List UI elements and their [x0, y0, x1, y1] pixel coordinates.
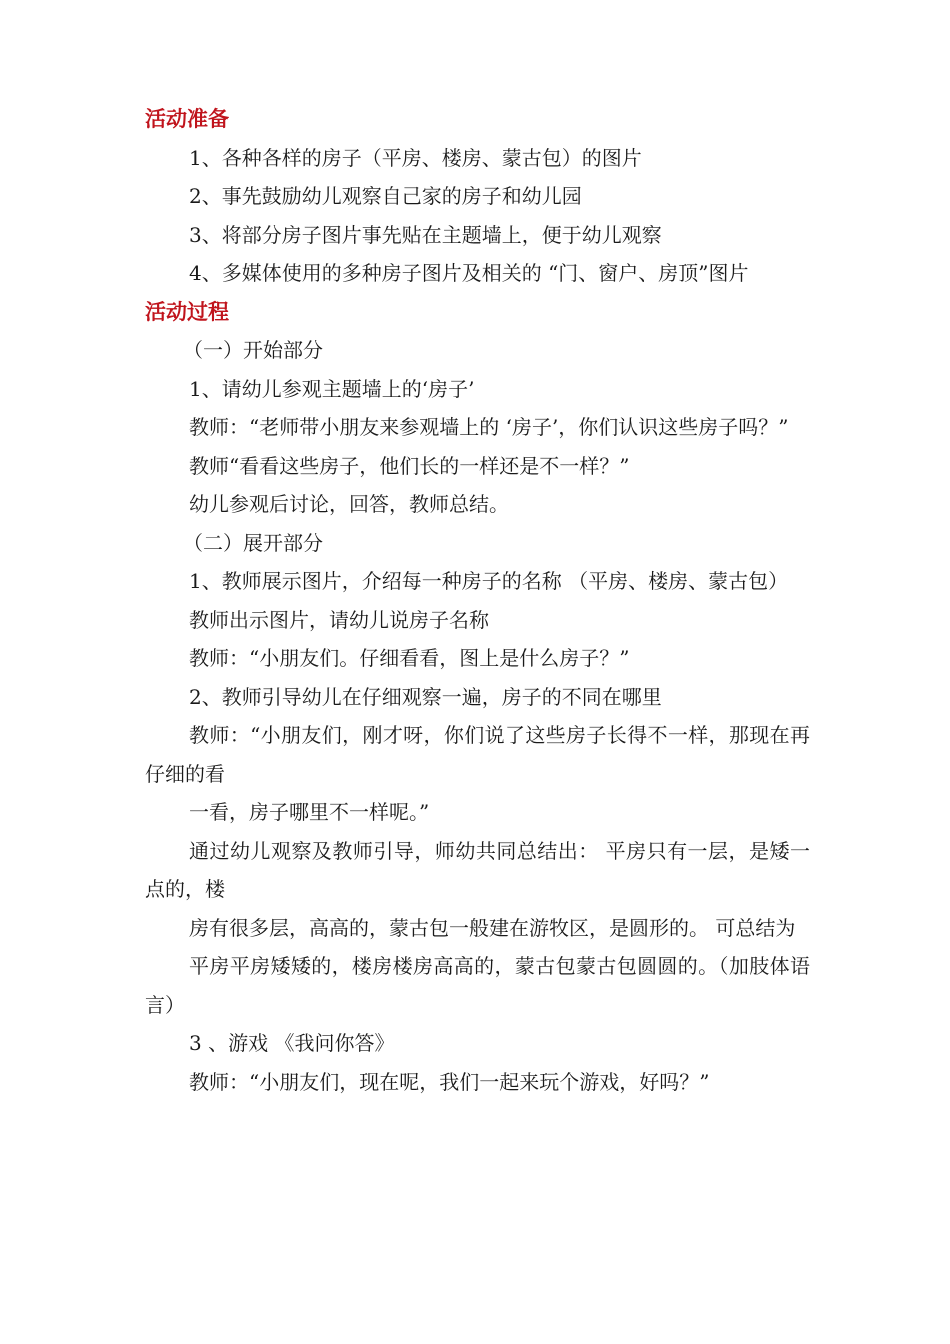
- prep-item-2: 2、事先鼓励幼儿观察自己家的房子和幼儿园: [189, 184, 582, 208]
- process-paragraph: 1、教师展示图片，介绍每一种房子的名称 （平房、楼房、蒙古包）: [189, 569, 789, 593]
- process-paragraph: 教师出示图片，请幼儿说房子名称: [189, 607, 489, 632]
- document-body: [145, 100, 810, 1101]
- process-paragraph: 教师：“小朋友们，刚才呀，你们说了这些房子长得不一样，那现在再仔细的看: [145, 723, 810, 786]
- process-paragraph: 通过幼儿观察及教师引导，师幼共同总结出： 平房只有一层，是矮一点的，楼: [145, 838, 810, 901]
- process-paragraph: 幼儿参观后讨论，回答，教师总结。: [189, 492, 509, 516]
- process-paragraph: 平房平房矮矮的，楼房楼房高高的，蒙古包蒙古包圆圆的。（加肢体语言）: [145, 954, 810, 1017]
- prep-item-4: 4、多媒体使用的多种房子图片及相关的 “门、窗户、房顶”图片: [189, 261, 749, 285]
- process-paragraph: 教师：“老师带小朋友来参观墙上的 ‘房子’，你们认识这些房子吗？”: [189, 415, 789, 439]
- prep-item-3: 3、将部分房子图片事先贴在主题墙上，便于幼儿观察: [189, 222, 662, 247]
- process-paragraph: 房有很多层，高高的，蒙古包一般建在游牧区，是圆形的。 可总结为: [189, 915, 796, 940]
- process-paragraph: 一看，房子哪里不一样呢。”: [189, 800, 430, 824]
- subheading-opening-part: （一）开始部分: [183, 338, 323, 362]
- process-paragraph: 2、教师引导幼儿在仔细观察一遍，房子的不同在哪里: [189, 684, 662, 709]
- heading-activity-process: 活动过程: [145, 299, 229, 324]
- process-paragraph: 教师“看看这些房子，他们长的一样还是不一样？”: [189, 453, 630, 478]
- process-paragraph: 教师：“小朋友们。仔细看看，图上是什么房子？”: [189, 646, 630, 670]
- heading-activity-preparation: 活动准备: [145, 107, 229, 131]
- subheading-development-part: （二）展开部分: [183, 530, 323, 555]
- process-paragraph: 教师：“小朋友们，现在呢，我们一起来玩个游戏，好吗？”: [189, 1069, 710, 1094]
- process-paragraph: 1、请幼儿参观主题墙上的‘房子’: [189, 376, 475, 401]
- prep-item-1: 1、各种各样的房子（平房、楼房、蒙古包）的图片: [189, 145, 642, 170]
- process-paragraph: 3 、游戏 《我问你答》: [189, 1031, 395, 1055]
